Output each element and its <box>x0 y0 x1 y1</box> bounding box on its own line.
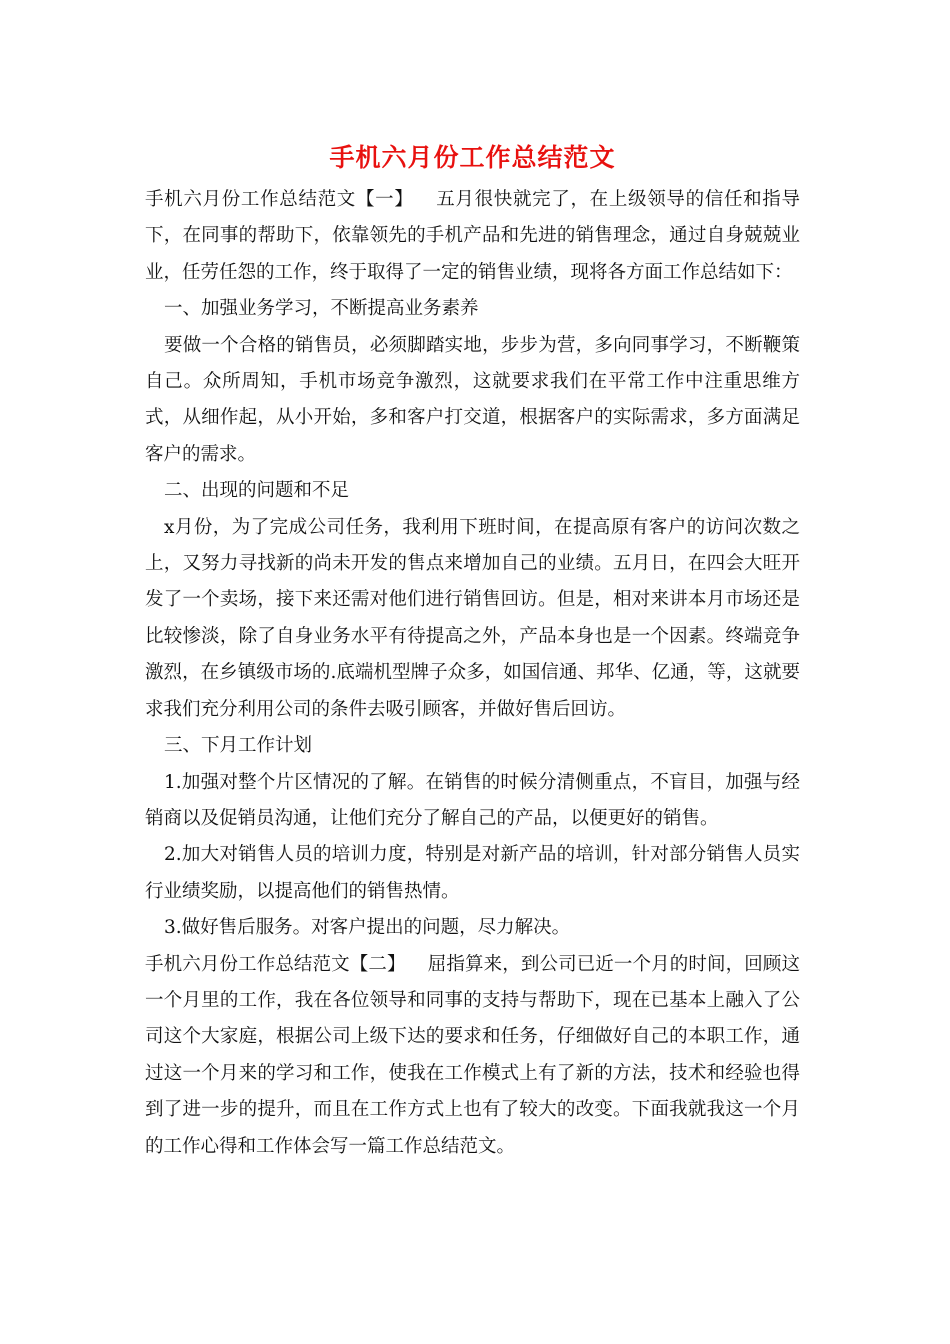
section3-title: 三、下月工作计划 <box>164 735 313 757</box>
part1-heading: 手机六月份工作总结范文【一】 <box>145 189 414 210</box>
document-page <box>145 140 800 1165</box>
document-title: 手机六月份工作总结范文 <box>329 143 616 172</box>
part2-intro-text: 屈指算来，到公司已近一个月的时间，回顾这一个月里的工作，我在各位领导和同事的支持与帮助下，现在已基本上融入了公司这个大家庭，根据公司上级下达的要求和任务，仔细做好自己的本职工作，通过这一个月来的学习和工作，使我在工作模式上有了新的方法，技术和经验也得到了进一步的提升，而且在工作方式上也有了较大的改变。下面我就我这一个月的工作心得和工作体会写一篇工作总结范文。 <box>145 953 800 1157</box>
section1-body: 要做一个合格的销售员，必须脚踏实地，步步为营，多向同事学习，不断鞭策自己。众所周知，手机市场竞争激烈，这就要求我们在平常工作中注重思维方式，从细作起，从小开始，多和客户打交道，根据客户的实际需求，多方面满足客户的需求。 <box>145 334 800 465</box>
part1-intro-paragraph <box>145 182 800 291</box>
section2-body: x月份，为了完成公司任务，我利用下班时间，在提高原有客户的访问次数之上，又努力寻找新的尚未开发的售点来增加自己的业绩。五月日，在四会大旺开发了一个卖场，接下来还需对他们进行销售回访。但是，相对来讲本月市场还是比较惨淡，除了自身业务水平有待提高之外，产品本身也是一个因素。终端竞争激烈，在乡镇级市场的.底端机型牌子众多，如国信通、邦华、亿通，等，这就要求我们充分利用公司的条件去吸引顾客，并做好售后回访。 <box>145 516 800 720</box>
section2-title: 二、出现的问题和不足 <box>164 480 350 502</box>
plan-item-1: 1.加强对整个片区情况的了解。在销售的时候分清侧重点，不盲目，加强与经销商以及促销员沟通，让他们充分了解自己的产品，以便更好的销售。 <box>145 771 800 829</box>
plan-item-2: 2.加大对销售人员的培训力度，特别是对新产品的培训，针对部分销售人员实行业绩奖励，以提高他们的销售热情。 <box>145 844 800 902</box>
section1-title: 一、加强业务学习，不断提高业务素养 <box>164 298 479 320</box>
part2-intro-paragraph <box>145 947 800 1165</box>
plan-item-3: 3.做好售后服务。对客户提出的问题，尽力解决。 <box>164 917 571 939</box>
part2-heading: 手机六月份工作总结范文【二】 <box>145 953 406 975</box>
part1-intro-text: 五月很快就完了，在上级领导的信任和指导下，在同事的帮助下，依靠领先的手机产品和先进的销售理念，通过自身兢兢业业，任劳任怨的工作，终于取得了一定的销售业绩，现将各方面工作总结如下： <box>145 189 800 283</box>
